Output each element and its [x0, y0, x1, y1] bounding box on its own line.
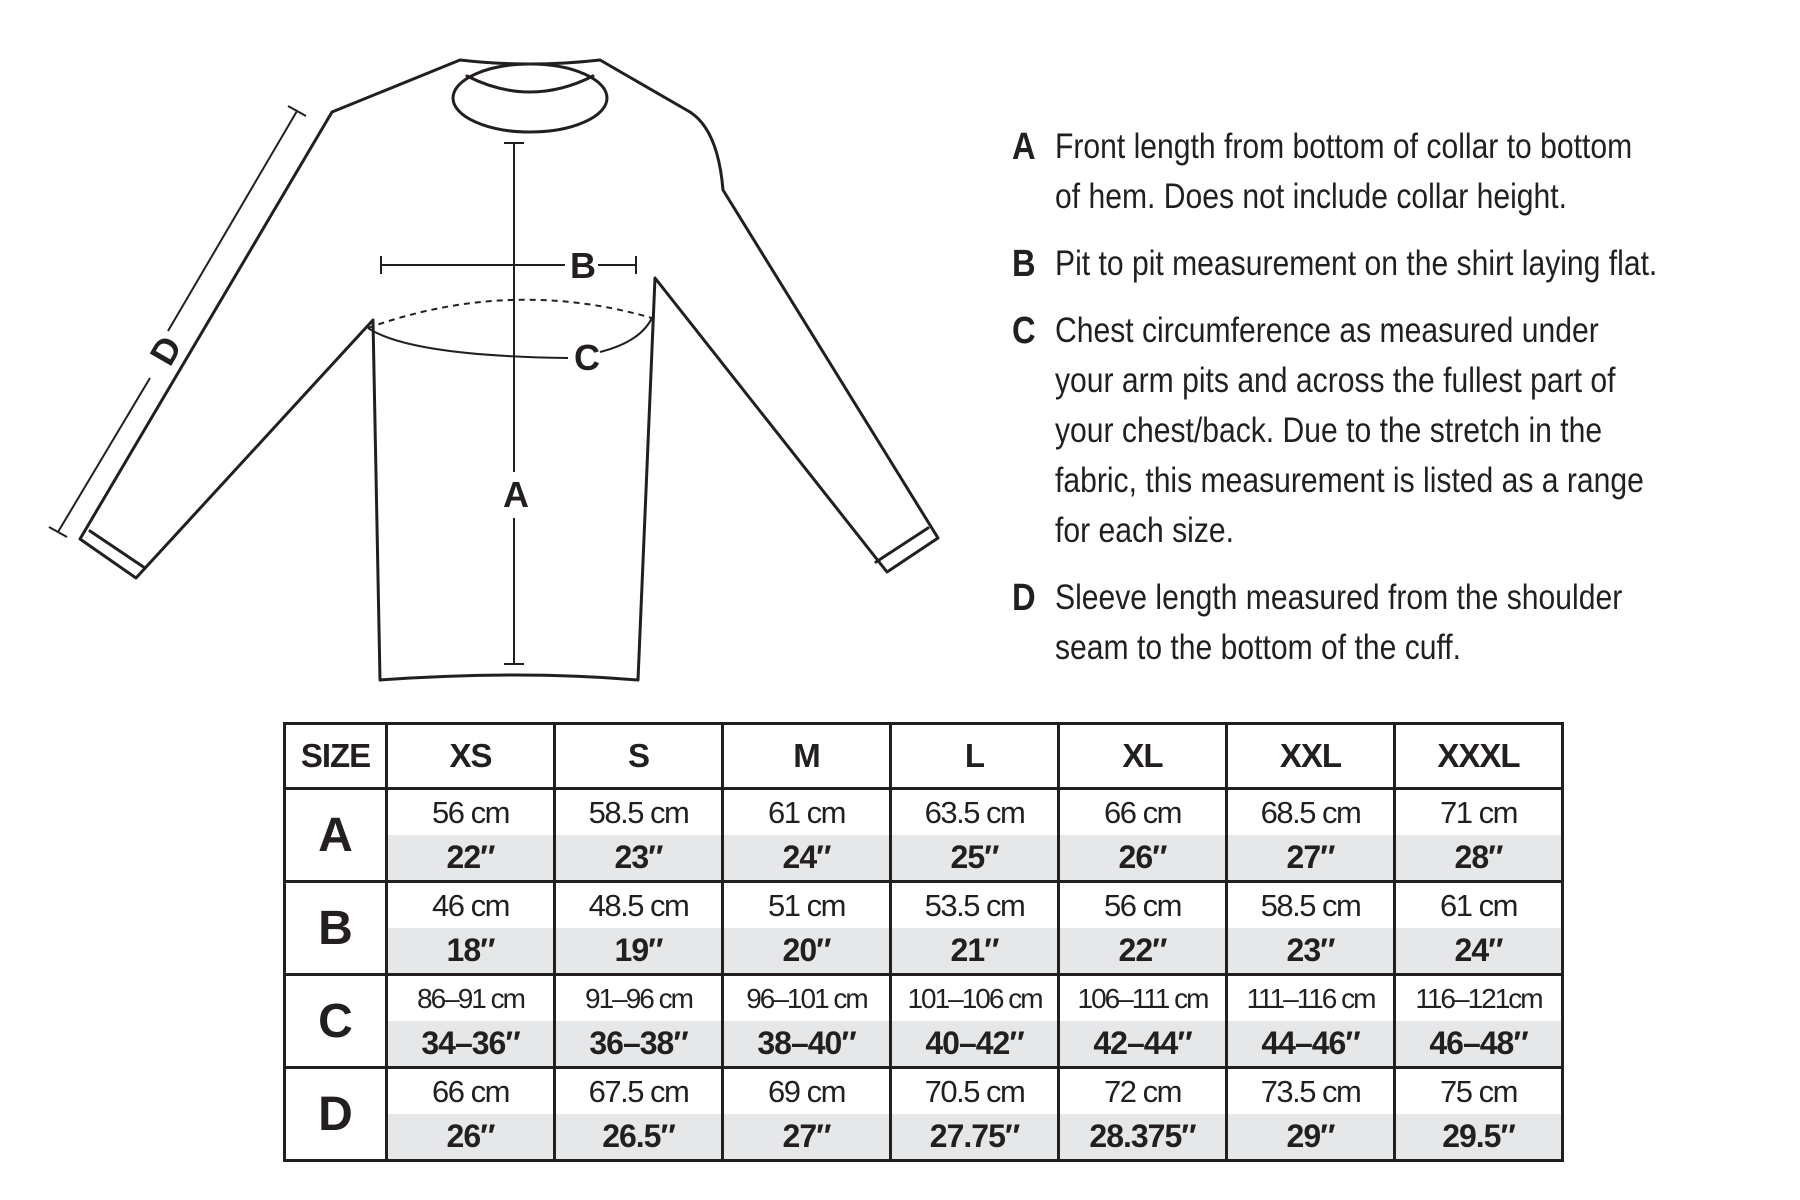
size-header-row [285, 724, 1563, 789]
value-inches: 19″ [556, 928, 721, 973]
measurement-cell [555, 882, 723, 975]
shirt-collar-rib [467, 76, 593, 92]
value-cm: 86–91 cm [417, 983, 524, 1014]
size-table [283, 722, 1564, 1162]
measurement-cell [1059, 882, 1227, 975]
measurement-cell [723, 882, 891, 975]
value-cm: 71 cm [1440, 795, 1517, 830]
size-header-xxxl: XXXL [1395, 724, 1563, 789]
value-cm: 68.5 cm [1260, 795, 1361, 830]
size-header-m: M [723, 724, 891, 789]
value-inches: 34–36″ [388, 1021, 553, 1066]
measurement-cell [387, 882, 555, 975]
value-cm: 46 cm [432, 888, 509, 923]
value-cm: 61 cm [1440, 888, 1517, 923]
measurement-cell [1395, 1068, 1563, 1161]
value-cm: 56 cm [1104, 888, 1181, 923]
value-inches: 46–48″ [1396, 1021, 1561, 1066]
size-corner-label: SIZE [285, 724, 387, 789]
shirt-diagram [0, 0, 960, 700]
measurement-cell [555, 789, 723, 882]
size-header-l: L [891, 724, 1059, 789]
measurement-cell [1227, 975, 1395, 1068]
label-a: A [503, 474, 529, 515]
measurement-cell [891, 882, 1059, 975]
left-cuff [90, 531, 145, 568]
value-cm: 70.5 cm [924, 1074, 1025, 1109]
value-cm: 69 cm [768, 1074, 845, 1109]
value-cm: 75 cm [1440, 1074, 1517, 1109]
row-label: A [285, 789, 387, 882]
value-inches: 26.5″ [556, 1114, 721, 1159]
label-c: C [574, 337, 600, 378]
size-header-s: S [555, 724, 723, 789]
value-cm: 67.5 cm [588, 1074, 689, 1109]
legend-text: Pit to pit measurement on the shirt laying flat. [1055, 244, 1658, 283]
legend-key: D [1012, 577, 1036, 619]
value-inches: 28″ [1396, 835, 1561, 880]
value-inches: 26″ [388, 1114, 553, 1159]
table-row [285, 975, 1563, 1068]
value-cm: 48.5 cm [588, 888, 689, 923]
value-cm: 72 cm [1104, 1074, 1181, 1109]
value-inches: 27″ [1228, 835, 1393, 880]
value-inches: 42–44″ [1060, 1021, 1225, 1066]
value-cm: 73.5 cm [1260, 1074, 1361, 1109]
value-cm: 53.5 cm [924, 888, 1025, 923]
legend-item-c [1012, 306, 1666, 556]
value-cm: 111–116 cm [1246, 983, 1375, 1014]
label-b: B [570, 245, 596, 286]
value-cm: 106–111 cm [1077, 983, 1208, 1014]
measurement-cell [1059, 1068, 1227, 1161]
row-label: D [285, 1068, 387, 1161]
measurement-cell [1227, 1068, 1395, 1161]
measurement-cell [1227, 789, 1395, 882]
legend-text: Chest circumference as measured under your arm pits and across the fullest part of your chest/back. Due to the stretch in the fabric, this measurement is listed as a range for each size. [1055, 311, 1644, 550]
value-inches: 40–42″ [892, 1021, 1057, 1066]
label-d: D [141, 328, 190, 372]
value-cm: 56 cm [432, 795, 509, 830]
size-header-xl: XL [1059, 724, 1227, 789]
value-inches: 24″ [724, 835, 889, 880]
value-inches: 23″ [556, 835, 721, 880]
measurement-cell [723, 1068, 891, 1161]
value-inches: 26″ [1060, 835, 1225, 880]
legend-item-d [1012, 573, 1666, 673]
size-table-body [285, 789, 1563, 1161]
value-inches: 18″ [388, 928, 553, 973]
value-inches: 29.5″ [1396, 1114, 1561, 1159]
table-row [285, 789, 1563, 882]
value-inches: 28.375″ [1060, 1114, 1225, 1159]
measurement-cell [1059, 789, 1227, 882]
measurement-cell [891, 975, 1059, 1068]
value-inches: 29″ [1228, 1114, 1393, 1159]
measure-d-line [168, 111, 297, 331]
value-inches: 23″ [1228, 928, 1393, 973]
value-inches: 24″ [1396, 928, 1561, 973]
measurement-cell [1395, 975, 1563, 1068]
measure-c-back [368, 300, 652, 328]
value-inches: 38–40″ [724, 1021, 889, 1066]
value-inches: 22″ [1060, 928, 1225, 973]
row-label: C [285, 975, 387, 1068]
measurement-cell [1395, 882, 1563, 975]
measure-c-front [368, 328, 568, 358]
size-header-xxl: XXL [1227, 724, 1395, 789]
legend-text: Front length from bottom of collar to bottom of hem. Does not include collar height. [1055, 127, 1633, 216]
table-row [285, 1068, 1563, 1161]
legend-item-a [1012, 122, 1666, 222]
measurement-legend [1012, 122, 1666, 690]
value-inches: 20″ [724, 928, 889, 973]
value-inches: 27″ [724, 1114, 889, 1159]
value-cm: 58.5 cm [588, 795, 689, 830]
legend-item-b [1012, 239, 1666, 289]
measurement-cell [1059, 975, 1227, 1068]
row-label: B [285, 882, 387, 975]
value-cm: 66 cm [432, 1074, 509, 1109]
value-inches: 22″ [388, 835, 553, 880]
value-cm: 61 cm [768, 795, 845, 830]
value-cm: 58.5 cm [1260, 888, 1361, 923]
value-cm: 96–101 cm [746, 983, 867, 1014]
table-row [285, 882, 1563, 975]
legend-key: B [1012, 243, 1036, 285]
measurement-cell [1227, 882, 1395, 975]
shirt-collar [453, 64, 607, 132]
measurement-cell [723, 789, 891, 882]
value-inches: 36–38″ [556, 1021, 721, 1066]
value-inches: 25″ [892, 835, 1057, 880]
measurement-cell [387, 789, 555, 882]
value-cm: 63.5 cm [924, 795, 1025, 830]
value-inches: 27.75″ [892, 1114, 1057, 1159]
measurement-cell [387, 975, 555, 1068]
size-header-xs: XS [387, 724, 555, 789]
legend-key: A [1012, 126, 1036, 168]
value-cm: 66 cm [1104, 795, 1181, 830]
measurement-cell [723, 975, 891, 1068]
measurement-cell [1395, 789, 1563, 882]
measurement-cell [891, 789, 1059, 882]
measurement-cell [891, 1068, 1059, 1161]
value-cm: 101–106 cm [907, 983, 1042, 1014]
value-cm: 91–96 cm [585, 983, 692, 1014]
value-inches: 44–46″ [1228, 1021, 1393, 1066]
value-cm: 51 cm [768, 888, 845, 923]
value-cm: 116–121cm [1415, 983, 1542, 1014]
legend-key: C [1012, 310, 1036, 352]
legend-text: Sleeve length measured from the shoulder seam to the bottom of the cuff. [1055, 578, 1623, 667]
measurement-cell [555, 975, 723, 1068]
measurement-cell [387, 1068, 555, 1161]
measurement-cell [555, 1068, 723, 1161]
right-cuff [876, 528, 928, 562]
value-inches: 21″ [892, 928, 1057, 973]
shirt-outline [80, 60, 938, 680]
